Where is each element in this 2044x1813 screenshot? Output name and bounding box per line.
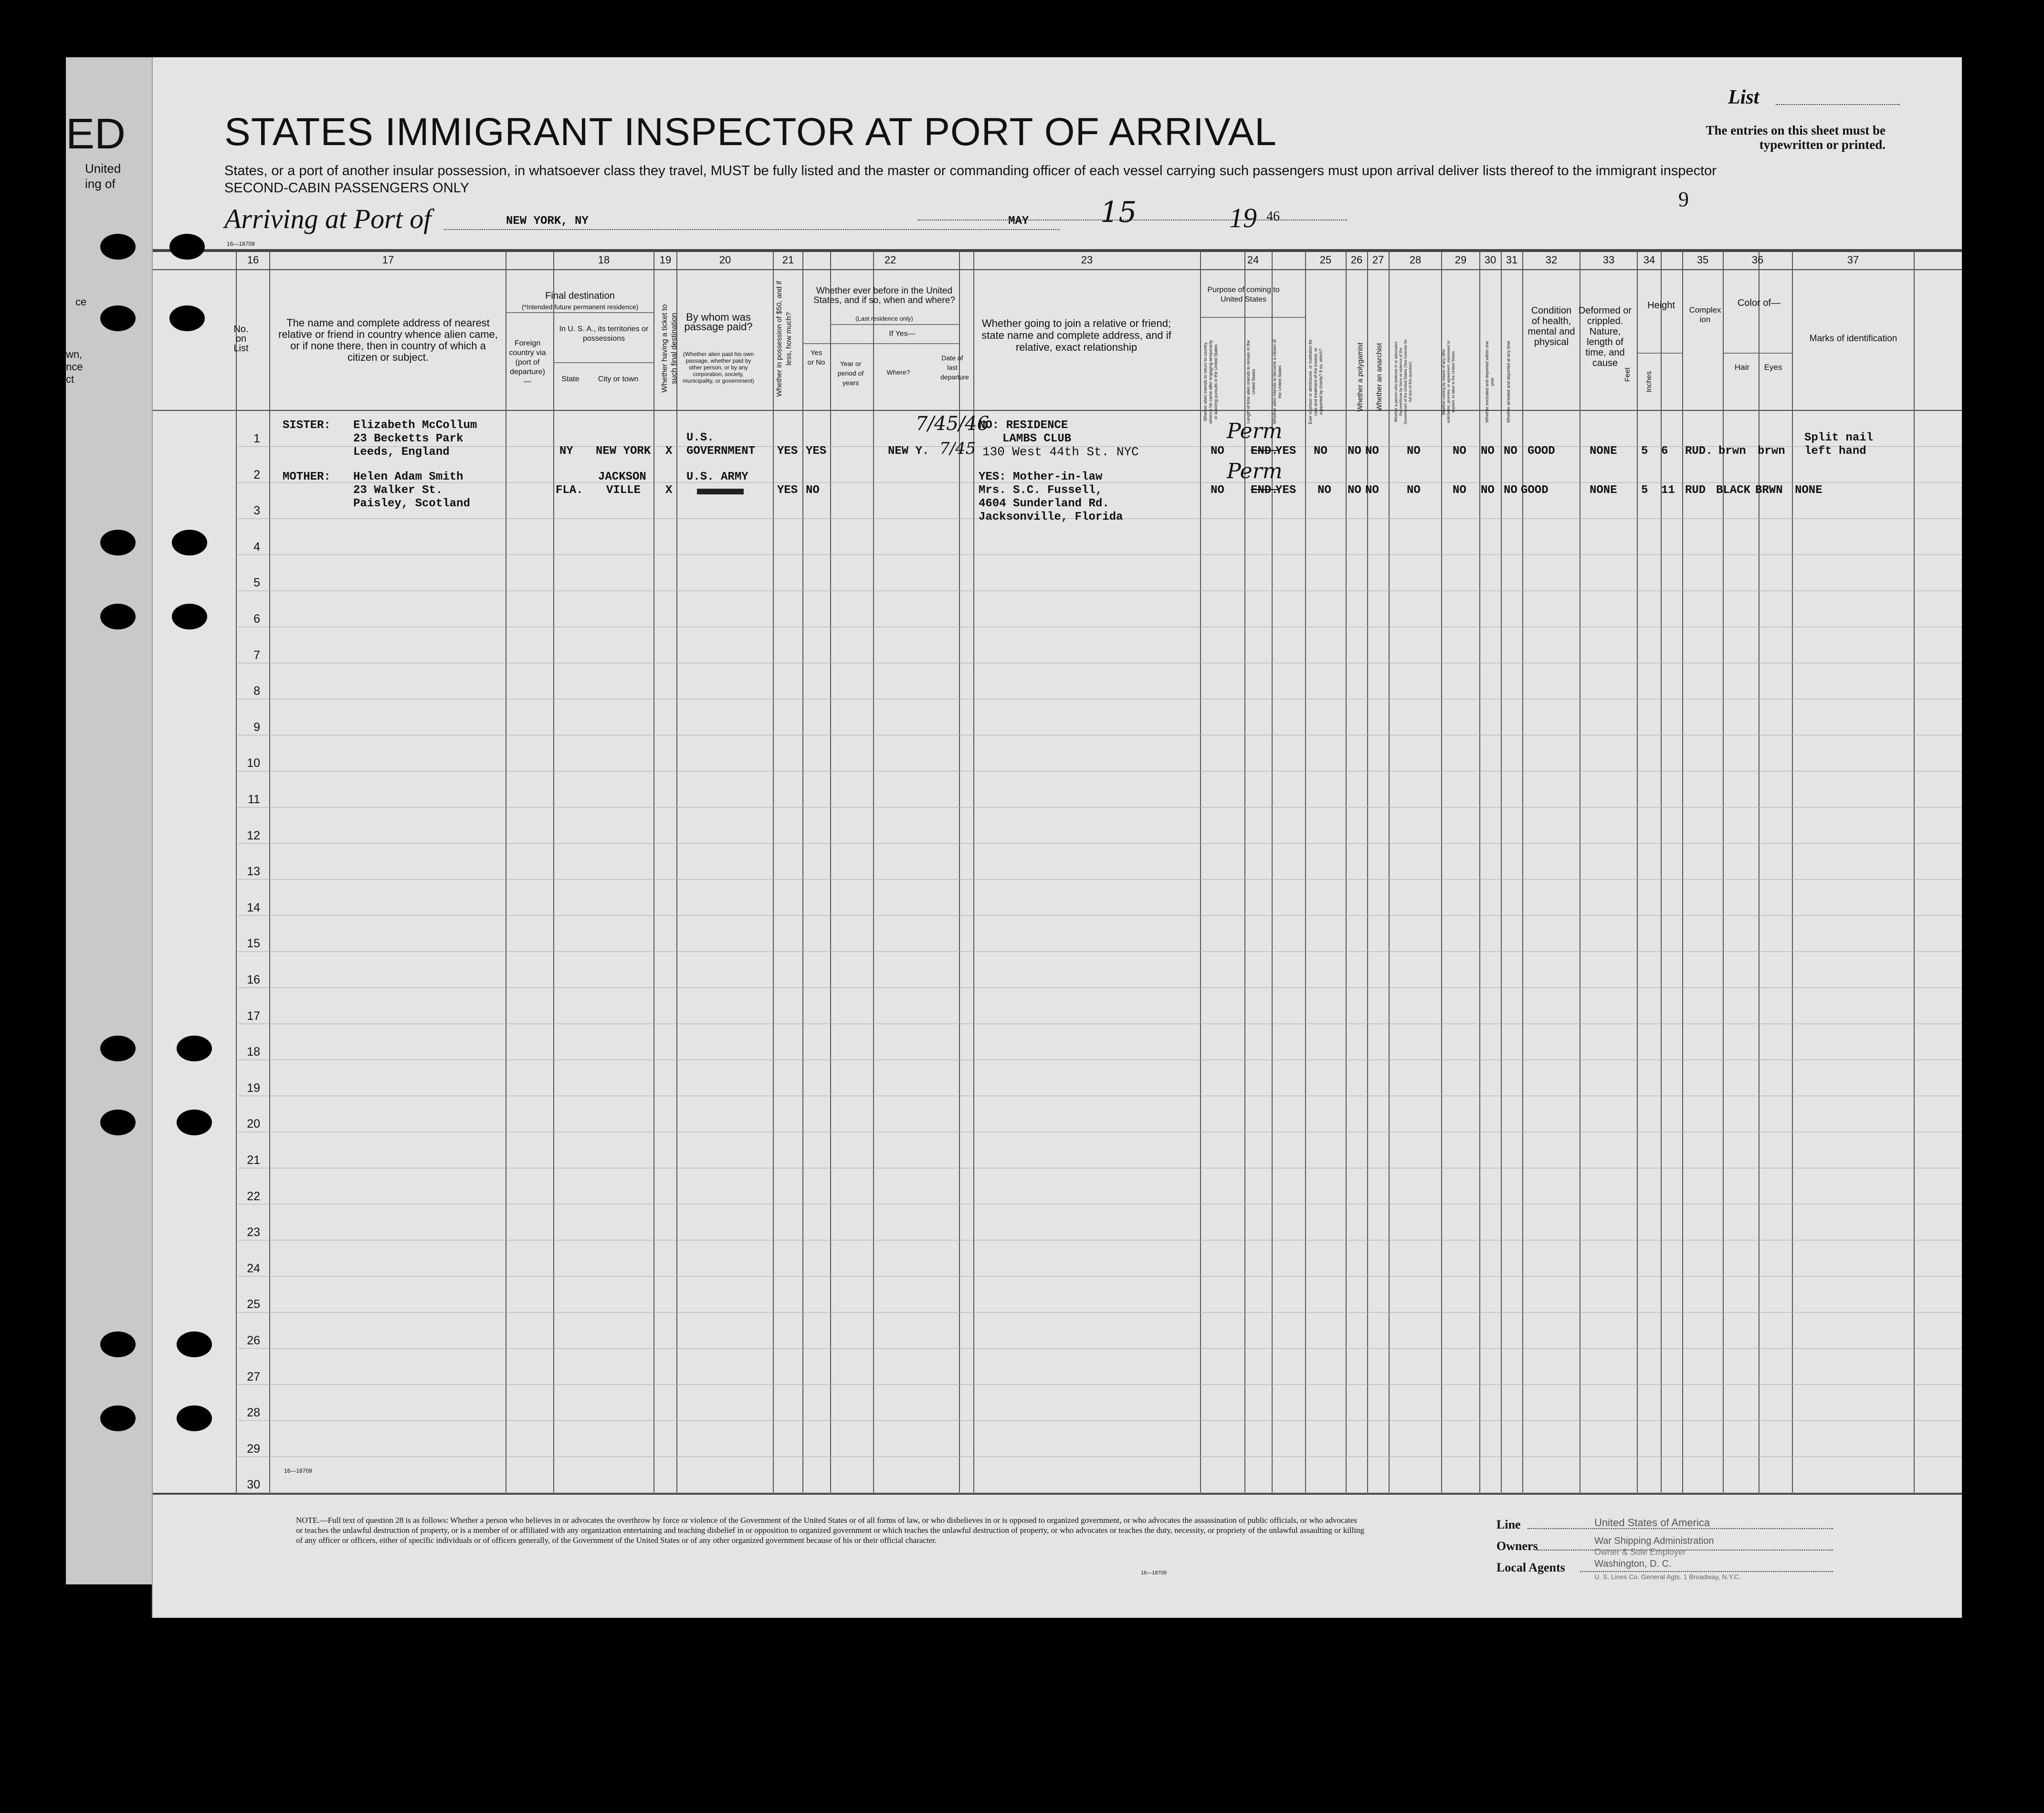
manifest-grid [153,57,1962,1618]
row-number: 28 [247,1406,260,1420]
header-date-last: Date of last departure [940,354,969,381]
header-in-usa: In U. S. A., its territories or possessions [559,325,649,343]
column-number: 35 [1696,254,1709,266]
punch-hole [177,1331,212,1357]
row2-citizen: YES [1275,484,1296,497]
row1-marks-line2: left hand [1804,445,1866,458]
column-number: 21 [782,254,794,266]
row2-struck-out-mark [697,489,744,494]
row1-join-line2: LAMBS CLUB [1002,432,1072,445]
row1-marks-line1: Split nail [1804,431,1874,444]
row1-money: YES [777,445,798,458]
row1-paid-by-line1: U.S. [686,431,714,444]
header-final-destination-note: (*Intended future permanent residence) [521,303,639,311]
row1-q30: NO [1481,445,1495,458]
row2-q29: NO [1453,484,1466,497]
day-value: 15 [1100,196,1137,229]
header-foreign-country: Foreign country via (port of departure)— [509,339,546,386]
left-fragment-6: ct [66,373,74,385]
page-subtitle: States, or a port of another insular possession, in whatsoever class they travel, MUST be fully listed and the master or commanding officer of each vessel carrying such passengers must upon arrival deliver lists thereof to the immigrant inspector [224,163,1717,178]
header-purpose: Purpose of coming to United States [1207,286,1280,304]
agents-label: Local Agents [1496,1561,1565,1574]
row-number: 11 [248,793,260,806]
line-value: United States of America [1594,1517,1710,1529]
column-number: 33 [1602,254,1615,266]
header-complexion: Complexion [1689,305,1721,324]
arriving-label: Arriving at Port of [224,203,432,234]
row-number: 14 [247,901,260,914]
row2-join-line3: 4604 Sunderland Rd. [979,497,1109,510]
form-code-footer: 16—18709 [1141,1570,1167,1576]
row1-prison: NO [1314,445,1328,458]
row1-feet: 5 [1641,445,1648,458]
row2-polygamist: NO [1348,484,1361,497]
punch-hole [100,305,136,331]
row2-city-line1: JACKSON [598,471,646,483]
row2-hair: BLACK [1716,484,1751,497]
punch-hole [100,234,136,260]
header-where: Where? [886,368,910,376]
row-number: 4 [253,540,260,554]
row2-prison: NO [1317,484,1331,497]
header-before-note: (Last residence only) [855,315,913,322]
row1-complexion: RUD. [1685,445,1713,458]
manifest-page [152,57,1962,1618]
row1-relative-line2: 23 Becketts Park [353,432,464,445]
row1-city: NEW YORK [596,445,651,458]
row-number: 27 [247,1370,260,1383]
header-yes-no: Yes or No [807,349,825,367]
row2-q28: NO [1407,484,1421,497]
column-number: 32 [1545,254,1558,266]
header-no-on-list: No. on List [233,324,249,354]
agents-value-2: U. S. Lines Co. General Agts. 1 Broadway, N.Y.C. [1594,1573,1741,1581]
owners-value: War Shipping Administration [1594,1536,1714,1546]
row2-join-line4: Jacksonville, Florida [979,511,1123,524]
header-city: City or town [598,375,639,383]
year-suffix: 46 [1266,209,1280,224]
header-color-of: Color of— [1737,298,1781,308]
row2-deformed: NONE [1590,484,1617,497]
row-number: 29 [247,1442,260,1456]
row1-q29: NO [1453,445,1466,458]
punch-hole [172,604,207,629]
column-number: 20 [719,254,731,266]
row1-q31: NO [1504,445,1517,458]
row1-before: YES [806,445,827,458]
punch-hole [100,1110,136,1135]
row2-relation: MOTHER: [283,471,331,483]
row1-eyes: brwn [1758,445,1785,458]
header-polygamist: Whether a polygamist [1356,342,1364,412]
row2-money: YES [777,484,798,497]
row1-citizen: YES [1275,445,1296,458]
owners-label: Owners [1496,1539,1538,1553]
row-number: 19 [247,1081,260,1095]
row1-relative-line3: Leeds, England [353,446,450,459]
row-number: 5 [253,576,260,590]
row-number: 8 [253,684,260,698]
row-number: 22 [247,1189,260,1203]
column-number: 31 [1506,254,1518,266]
punch-hole [100,1331,136,1357]
column-number: 24 [1247,254,1259,266]
row1-ticket: X [665,445,673,458]
header-ticket: Whether having a ticket to such final destination [661,304,678,393]
agents-rule [1580,1571,1833,1572]
column-number: 17 [382,254,394,266]
row1-date-last: 7/45 [939,439,976,458]
header-purpose-return: Whether alien intends to return to country whence he came after engaging temporarily in laboring pursuits in the United States [1203,340,1218,424]
row-number: 30 [247,1478,260,1492]
row-number: 12 [247,828,260,842]
row1-paid-by-line2: GOVERNMENT [686,445,756,458]
row2-relative-line3: Paisley, Scotland [353,497,470,510]
header-q30: Whether excluded and deported within one year [1485,341,1495,423]
row-number: 16 [247,973,260,986]
passenger-class: SECOND-CABIN PASSENGERS ONLY [224,180,469,196]
row-number: 9 [253,720,260,734]
punch-hole [100,1405,136,1431]
header-hair: Hair [1734,363,1750,372]
row2-eyes: BRWN [1755,484,1783,497]
column-number: 25 [1319,254,1332,266]
row2-return: NO [1211,484,1224,497]
header-height: Height [1647,300,1675,311]
row1-years-handwritten: 7/45/46 [916,413,990,435]
row2-ticket: X [665,484,673,497]
punch-hole [177,1036,212,1061]
column-number: 19 [659,254,672,266]
page-number: 9 [1678,188,1689,211]
header-nearest-relative: The name and complete address of nearest relative or friend in country whence alien came, or if none there, then in country of which a citizen or subject. [278,317,498,363]
header-if-yes: If Yes— [889,330,916,338]
column-number: 26 [1350,254,1363,266]
row2-city-line2: VILLE [606,484,641,497]
port-value: NEW YORK, NY [506,215,589,228]
row2-before: NO [806,484,820,497]
header-q31: Whether arrested and deported at any time [1506,341,1511,423]
row1-where: NEW Y. [888,445,929,458]
column-number: 16 [247,254,259,266]
row2-join-line1: YES: Mother-in-law [979,471,1103,483]
header-join-relative: Whether going to join a relative or friend; state name and complete address, and if relative, exact relationship [981,317,1171,353]
column-number: 27 [1372,254,1384,266]
row2-relative-line2: 23 Walker St. [353,484,443,497]
punch-hole [177,1110,212,1135]
column-number: 29 [1454,254,1467,266]
row-number: 20 [247,1117,260,1131]
row2-q30: NO [1481,484,1495,497]
header-eyes: Eyes [1764,363,1782,372]
header-marks: Marks of identification [1809,334,1897,344]
header-q29: Whether coming by reason of any offer, solicitation, promise, or agreement, expressed or implied, to labor in the United States [1442,340,1455,423]
header-state: State [561,375,579,383]
instructions: The entries on this sheet must be typewritten or printed. [1706,123,1886,152]
row-number: 24 [247,1261,260,1275]
row1-time-handwritten: Perm [1227,419,1283,443]
row-number: 6 [253,612,260,626]
header-years: Year or period of years [837,360,864,387]
form-code-top: 16—18709 [227,241,255,247]
header-passage-paid: By whom was passage paid? [684,311,753,333]
row-number: 21 [247,1153,260,1167]
column-number: 18 [598,254,610,266]
title-fragment: ED [66,110,126,158]
row-number: 26 [247,1334,260,1347]
left-fragment-4: wn, [66,348,83,360]
row1-join-line1: NO: RESIDENCE [979,419,1068,432]
left-fragment-5: nce [66,361,83,373]
owners-value-2: Owner & Sole Employer [1594,1547,1686,1557]
row-number: 17 [247,1009,260,1023]
header-deformed: Deformed or crippled. Nature, length of time, and cause [1578,305,1632,368]
row2-marks: NONE [1795,484,1823,497]
row2-time-handwritten: Perm [1227,459,1283,483]
header-inches: Inches [1645,371,1653,393]
column-number: 28 [1409,254,1422,266]
list-label: List [1728,86,1760,108]
agents-value: Washington, D. C. [1594,1559,1672,1569]
row-number: 13 [247,865,260,879]
left-fragment-1: United [85,161,121,176]
header-prison: Ever in prison or almshouse, or institution for care and treatment of the insane, or supported by charity? If so, which? [1308,339,1323,425]
header-feet: Feet [1623,367,1632,382]
column-number: 30 [1484,254,1496,266]
row1-relation: SISTER: [283,419,331,432]
column-number: 23 [1081,254,1093,266]
row1-anarchist: NO [1365,445,1379,458]
row-number: 25 [247,1298,260,1311]
row1-return: NO [1211,445,1224,458]
row2-state: FLA. [556,484,583,497]
row-number: 1 [253,432,260,445]
row-number: 23 [247,1226,260,1239]
form-code-bottom: 16—18709 [284,1467,312,1474]
row1-hair: brwn [1718,445,1746,458]
row1-join-line3: 130 West 44th St. NYC [982,445,1139,459]
row1-health: GOOD [1528,445,1555,458]
line-label: Line [1496,1518,1521,1531]
punch-hole [100,1036,136,1061]
header-anarchist: Whether an anarchist [1375,343,1383,411]
punch-hole [169,234,205,260]
row1-deformed: NONE [1590,445,1617,458]
row-number: 18 [247,1045,260,1059]
punch-hole [100,530,136,555]
header-q28: Whether a person who believes in or advocates the overthrow by force or violence of the Government of the United States (See footnote for full text of this question) [1394,339,1412,425]
header-purpose-length: Length of time alien intends to remain in the United States [1246,340,1256,424]
row2-feet: 5 [1641,484,1648,497]
column-number: 37 [1847,254,1859,266]
punch-hole [100,604,136,629]
row-number: 15 [247,937,260,951]
year-prefix: 19 [1229,202,1257,233]
row2-time-typed: END. [1251,484,1278,497]
question-28-note: NOTE.—Full text of question 28 is as follows: Whether a person who believes in or advocates the overthrow by force or violence of the Government of the United States or of all forms of law, or who disbelieves in or is opposed to organized government, or who advocates the assassination of public officials, or who advocates or teaches the unlawful destruction of property, or is a member of or affiliated with any organization entertaining and teaching disbelief in or opposition to organized government or which teaches the unlawful destruction of property, or who advocates or teaches the duty, necessity, or propriety of the unlawful assaulting or killing of any officer or officers, either of specific individuals or of officers generally, of the Government of the United States or of any other organized government because of his or their official character. [296,1516,1364,1545]
row1-inches: 6 [1661,445,1668,458]
row-number: 7 [253,648,260,662]
row1-relative-line1: Elizabeth McCollum [353,419,477,432]
row2-inches: 11 [1661,484,1675,497]
row-number: 2 [253,468,260,482]
month-value: MAY [1008,215,1029,228]
punch-hole [169,305,205,331]
column-number: 22 [884,254,896,266]
row2-health: GOOD [1521,484,1549,497]
page-title: STATES IMMIGRANT INSPECTOR AT PORT OF ARRIVAL [224,110,1277,154]
row2-join-line2: Mrs. S.C. Fussell, [979,484,1103,497]
left-fragment-2: ing of [85,177,116,191]
header-purpose-citizen: Whether alien intends to become a citizen of the United States [1272,339,1282,424]
header-fifty-dollars: Whether in possession of $50, and if less, how much? [775,281,793,397]
row-number: 3 [253,504,260,518]
column-number: 36 [1751,254,1764,266]
row1-time-typed: END. [1251,445,1278,458]
row2-complexion: RUD [1685,484,1706,497]
header-passage-paid-note: (Whether alien paid his own passage, whether paid by other person, or by any corporation, society, municipality, or government) [683,351,754,384]
row2-relative-line1: Helen Adam Smith [353,471,464,483]
column-number: 34 [1643,254,1655,266]
punch-hole [177,1405,212,1431]
row1-q28: NO [1407,445,1421,458]
row2-q31: NO [1504,484,1517,497]
header-health: Condition of health, mental and physical [1528,305,1575,347]
row1-polygamist: NO [1348,445,1361,458]
row1-state: NY [559,445,573,458]
header-before-in-us: Whether ever before in the United States, and if so, when and where? [813,286,955,305]
row-number: 10 [247,756,260,770]
row2-anarchist: NO [1365,484,1379,497]
header-final-destination: Final destination [545,291,615,301]
punch-hole [172,530,207,555]
left-fragment-3: ce [75,296,87,308]
row2-paid-by-line1: U.S. ARMY [686,471,748,483]
